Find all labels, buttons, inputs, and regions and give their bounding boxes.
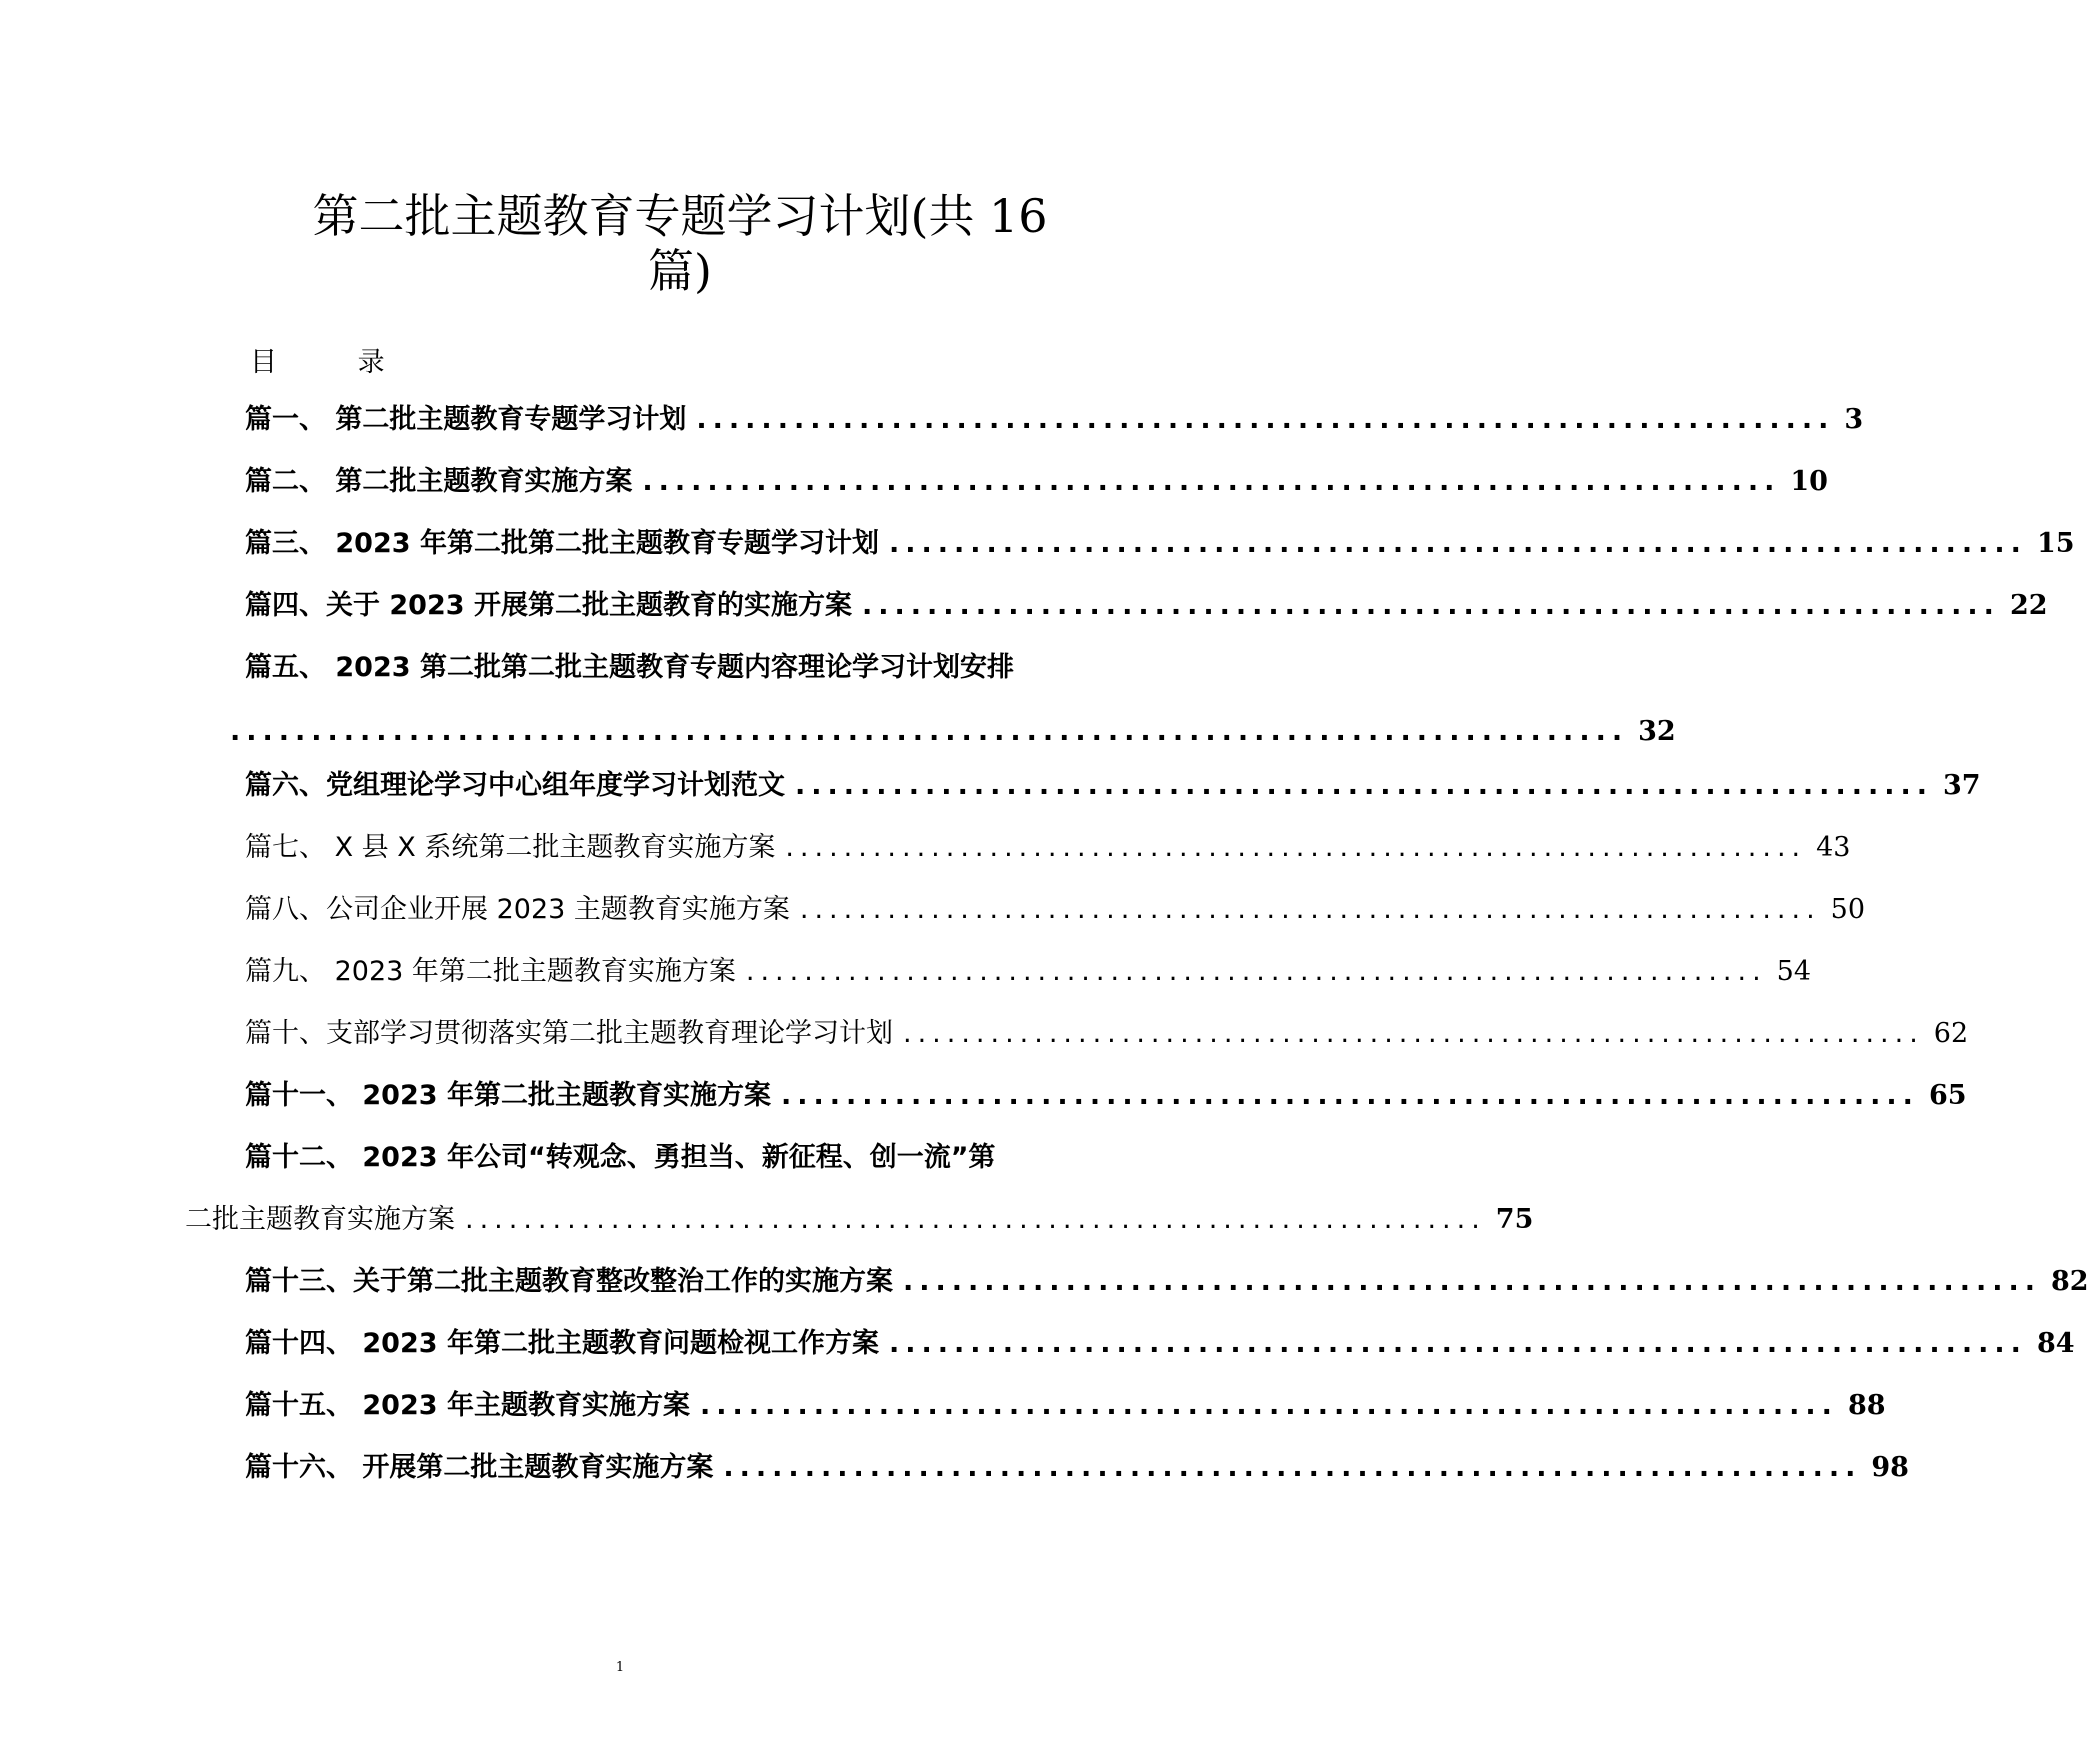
toc-entry-page: 22 xyxy=(2009,590,2048,621)
toc-entry-label: 篇五、 2023 第二批第二批主题教育专题内容理论学习计划安排 xyxy=(245,652,1014,683)
toc-entry-5[interactable] xyxy=(245,648,1050,688)
leader-dots: ...................................................................... xyxy=(699,1390,1838,1421)
toc-entry-3[interactable] xyxy=(245,524,2075,564)
toc-entry-page: 3 xyxy=(1844,404,1864,435)
toc-entry-label: 篇四、关于 2023 开展第二批主题教育的实施方案 xyxy=(245,590,852,621)
toc-entry-5-continuation[interactable] xyxy=(230,712,1676,752)
toc-entry-12[interactable] xyxy=(245,1138,1050,1178)
leader-dots: ...................................................................... xyxy=(903,1018,1924,1049)
toc-entry-12-continuation[interactable] xyxy=(185,1200,1534,1240)
toc-entry-label: 篇十五、 2023 年主题教育实施方案 xyxy=(245,1390,690,1421)
toc-entry-page: 82 xyxy=(2050,1266,2089,1297)
toc-entry-13[interactable] xyxy=(245,1262,2089,1302)
leader-dots: ...................................................................... xyxy=(888,528,2027,559)
leader-dots: ...................................................................... xyxy=(888,1328,2027,1359)
leader-dots: ...................................................................... xyxy=(795,770,1933,801)
toc-entry-label: 篇十二、 2023 年公司“转观念、勇担当、新征程、创一流”第 xyxy=(245,1142,996,1173)
toc-entry-9[interactable] xyxy=(245,952,1812,992)
toc-entry-page: 98 xyxy=(1871,1452,1909,1483)
leader-dots: ...................................................................... xyxy=(903,1266,2041,1297)
leader-dots: ...................................................................... xyxy=(465,1204,1486,1235)
toc-entry-8[interactable] xyxy=(245,890,1866,930)
toc-entry-page: 65 xyxy=(1928,1080,1967,1111)
toc-entry-page: 62 xyxy=(1933,1018,1969,1049)
toc-entry-page: 10 xyxy=(1790,466,1828,497)
leader-dots: ...................................................................... xyxy=(642,466,1781,497)
document-title-line-1: 第二批主题教育专题学习计划(共 16 xyxy=(312,189,1048,243)
toc-entry-page: 15 xyxy=(2036,528,2075,559)
toc-entry-label: 篇七、 X 县 X 系统第二批主题教育实施方案 xyxy=(245,832,776,863)
toc-entry-label: 篇十六、 开展第二批主题教育实施方案 xyxy=(245,1452,714,1483)
toc-entry-label: 二批主题教育实施方案 xyxy=(185,1204,455,1235)
toc-entry-1[interactable] xyxy=(245,400,1864,440)
leader-dots: ...................................................................... xyxy=(780,1080,1919,1111)
toc-entry-label: 篇六、党组理论学习中心组年度学习计划范文 xyxy=(245,770,785,801)
toc-entry-page: 84 xyxy=(2036,1328,2075,1359)
toc-entry-2[interactable] xyxy=(245,462,1828,502)
toc-entry-10[interactable] xyxy=(245,1014,1969,1054)
leader-dots: ...................................................................... xyxy=(785,832,1807,863)
toc-entry-15[interactable] xyxy=(245,1386,1886,1426)
toc-entry-page: 50 xyxy=(1830,894,1866,925)
toc-entry-7[interactable] xyxy=(245,828,1851,868)
toc-entry-page: 43 xyxy=(1816,832,1851,863)
toc-entry-page: 75 xyxy=(1495,1204,1534,1235)
toc-entry-label: 篇二、 第二批主题教育实施方案 xyxy=(245,466,633,497)
toc-entry-label: 篇一、 第二批主题教育专题学习计划 xyxy=(245,404,687,435)
toc-entry-16[interactable] xyxy=(245,1448,1909,1488)
toc-entry-label: 篇十一、 2023 年第二批主题教育实施方案 xyxy=(245,1080,771,1111)
leader-dots: ...................................................................... xyxy=(745,956,1767,987)
leader-dots: ...................................................................................... xyxy=(230,716,1629,747)
page-number: 1 xyxy=(615,1660,625,1675)
toc-entry-14[interactable] xyxy=(245,1324,2075,1364)
toc-entry-4[interactable] xyxy=(245,586,2048,626)
toc-entry-label: 篇十四、 2023 年第二批主题教育问题检视工作方案 xyxy=(245,1328,879,1359)
toc-entry-page: 88 xyxy=(1847,1390,1886,1421)
toc-entry-page: 37 xyxy=(1942,770,1981,801)
toc-entry-label: 篇十、支部学习贯彻落实第二批主题教育理论学习计划 xyxy=(245,1018,893,1049)
document-title-line-2: 篇) xyxy=(648,244,712,298)
toc-heading: 目 录 xyxy=(250,347,421,378)
leader-dots: ...................................................................... xyxy=(696,404,1835,435)
toc-entry-page: 32 xyxy=(1638,716,1676,747)
toc-entry-label: 篇八、公司企业开展 2023 主题教育实施方案 xyxy=(245,894,790,925)
leader-dots: ...................................................................... xyxy=(861,590,2000,621)
leader-dots: ...................................................................... xyxy=(799,894,1821,925)
toc-entry-label: 篇三、 2023 年第二批第二批主题教育专题学习计划 xyxy=(245,528,879,559)
leader-dots: ...................................................................... xyxy=(723,1452,1862,1483)
toc-entry-page: 54 xyxy=(1776,956,1812,987)
toc-entry-11[interactable] xyxy=(245,1076,1967,1116)
toc-entry-6[interactable] xyxy=(245,766,1981,806)
toc-entry-label: 篇十三、关于第二批主题教育整改整治工作的实施方案 xyxy=(245,1266,893,1297)
toc-entry-label: 篇九、 2023 年第二批主题教育实施方案 xyxy=(245,956,736,987)
